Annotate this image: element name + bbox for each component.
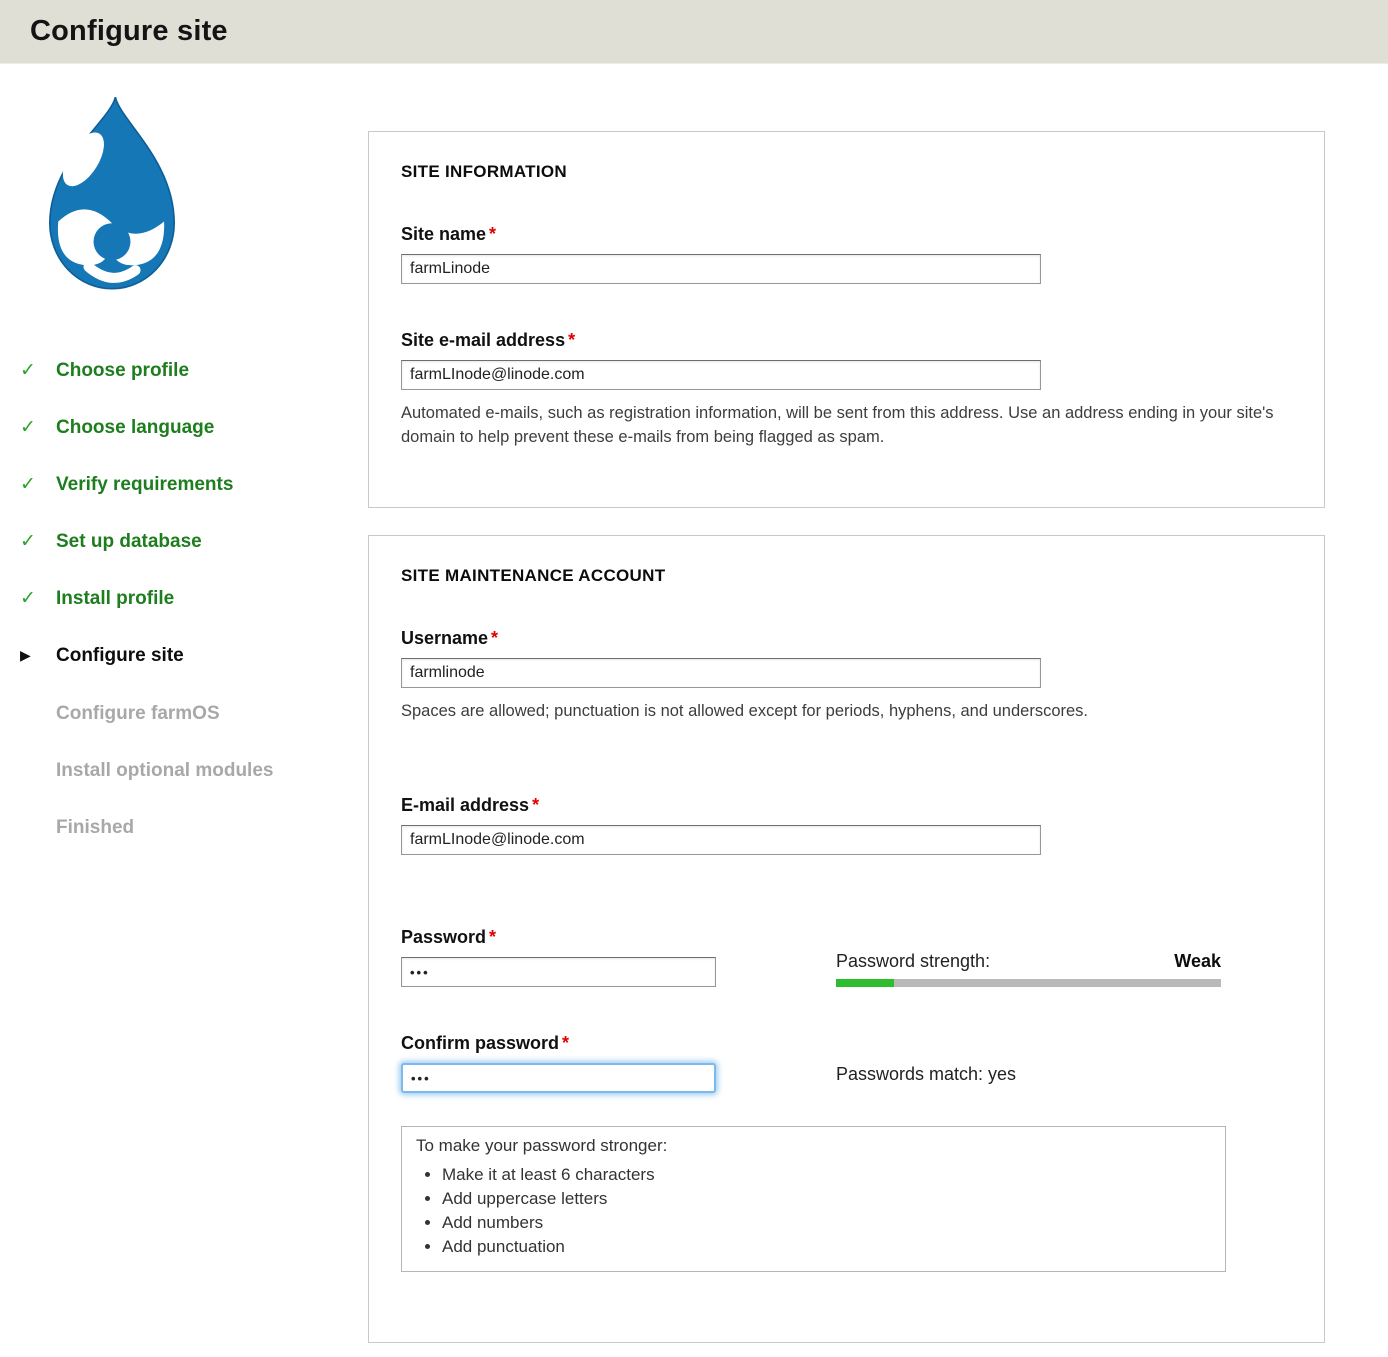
site-name-field bbox=[401, 224, 1294, 284]
task-label: Finished bbox=[56, 817, 135, 838]
task-install-optional-modules bbox=[20, 759, 350, 782]
required-asterisk: * bbox=[562, 1033, 570, 1053]
site-maintenance-account-fieldset bbox=[368, 535, 1325, 1343]
page-header bbox=[0, 0, 1388, 64]
check-icon: ✓ bbox=[20, 531, 36, 552]
required-asterisk: * bbox=[489, 224, 497, 244]
install-sidebar bbox=[20, 92, 350, 873]
install-task-list bbox=[20, 359, 350, 839]
password-strength-level: Weak bbox=[1174, 951, 1221, 971]
account-email-input[interactable] bbox=[401, 825, 1041, 855]
account-email-field bbox=[401, 795, 1294, 855]
confirm-password-input[interactable] bbox=[401, 1063, 716, 1093]
task-label: Verify requirements bbox=[56, 474, 234, 495]
task-label: Set up database bbox=[56, 531, 202, 552]
username-label: Username * bbox=[401, 628, 499, 648]
task-verify-requirements bbox=[20, 473, 350, 496]
username-input[interactable] bbox=[401, 658, 1041, 688]
password-input[interactable] bbox=[401, 957, 716, 987]
check-icon: ✓ bbox=[20, 588, 36, 609]
password-suggestions-title: To make your password stronger: bbox=[416, 1136, 668, 1155]
password-strength-bar bbox=[836, 979, 1221, 987]
required-asterisk: * bbox=[532, 795, 540, 815]
confirm-password-field bbox=[401, 1033, 1294, 1093]
required-asterisk: * bbox=[491, 628, 499, 648]
passwords-match-text: Passwords match: yes bbox=[836, 1064, 1017, 1084]
site-information-fieldset bbox=[368, 131, 1325, 508]
task-label: Configure farmOS bbox=[56, 703, 220, 724]
site-maintenance-account-legend: SITE MAINTENANCE ACCOUNT bbox=[401, 566, 666, 585]
site-email-description: Automated e-mails, such as registration information, will be sent from this address. Use an address ending in your site's domain to help prevent these e-mails from being flagged as spam. bbox=[401, 404, 1274, 446]
site-name-input[interactable] bbox=[401, 254, 1041, 284]
task-label: Configure site bbox=[56, 645, 184, 666]
username-field bbox=[401, 628, 1294, 723]
password-match-indicator bbox=[836, 1064, 1221, 1093]
task-label: Choose profile bbox=[56, 360, 190, 381]
required-asterisk: * bbox=[568, 330, 576, 350]
page-title: Configure site bbox=[30, 15, 228, 47]
task-label: Install optional modules bbox=[56, 760, 274, 781]
check-icon: ✓ bbox=[20, 417, 36, 438]
password-strength-fill bbox=[836, 979, 894, 987]
suggestion-item: • Add numbers bbox=[442, 1211, 1211, 1235]
check-icon: ✓ bbox=[20, 360, 36, 381]
task-configure-site bbox=[20, 644, 350, 668]
password-suggestions-box bbox=[401, 1126, 1226, 1272]
password-strength-indicator bbox=[836, 951, 1221, 987]
account-email-label: E-mail address * bbox=[401, 795, 540, 815]
site-email-input[interactable] bbox=[401, 360, 1041, 390]
suggestion-item: • Add uppercase letters bbox=[442, 1187, 1211, 1211]
site-email-label: Site e-mail address * bbox=[401, 330, 576, 350]
task-label: Choose language bbox=[56, 417, 215, 438]
task-set-up-database bbox=[20, 530, 350, 553]
task-install-profile bbox=[20, 587, 350, 610]
check-icon: ✓ bbox=[20, 474, 36, 495]
password-field bbox=[401, 927, 1294, 987]
suggestion-item: • Make it at least 6 characters bbox=[442, 1163, 1211, 1187]
active-arrow-icon: ▶ bbox=[20, 647, 31, 663]
configure-site-form bbox=[368, 131, 1325, 1343]
task-choose-language bbox=[20, 416, 350, 439]
task-configure-farmos bbox=[20, 702, 350, 725]
drupal-logo bbox=[28, 92, 196, 304]
confirm-password-label: Confirm password * bbox=[401, 1033, 570, 1053]
task-finished bbox=[20, 816, 350, 839]
password-suggestions-list bbox=[442, 1163, 1211, 1259]
task-choose-profile bbox=[20, 359, 350, 382]
required-asterisk: * bbox=[489, 927, 497, 947]
username-description: Spaces are allowed; punctuation is not allowed except for periods, hyphens, and underscores. bbox=[401, 702, 1089, 720]
password-label: Password * bbox=[401, 927, 497, 947]
task-label: Install profile bbox=[56, 588, 175, 609]
password-strength-label: Password strength: bbox=[836, 951, 991, 971]
site-name-label: Site name * bbox=[401, 224, 497, 244]
suggestion-item: • Add punctuation bbox=[442, 1235, 1211, 1259]
site-email-field bbox=[401, 330, 1294, 449]
site-information-legend: SITE INFORMATION bbox=[401, 162, 567, 181]
